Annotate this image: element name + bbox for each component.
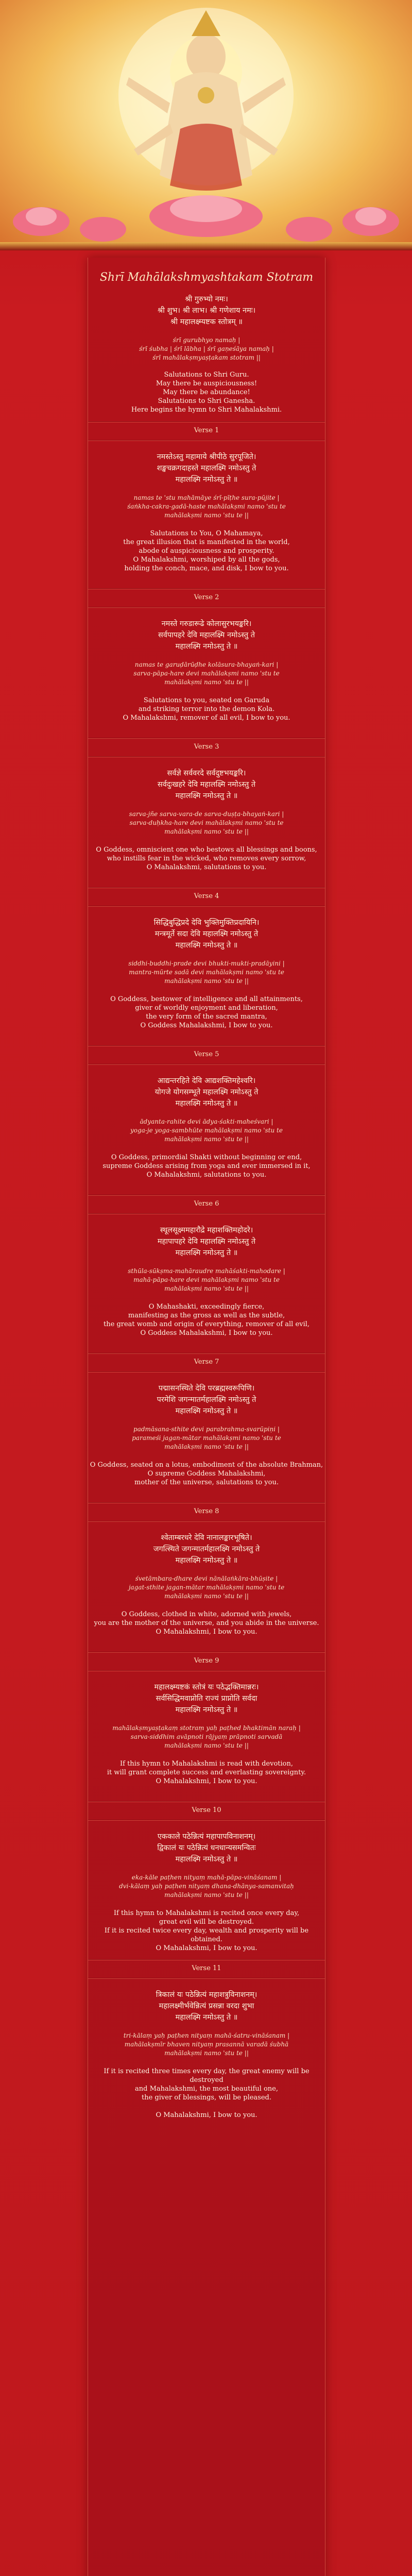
verse-devanagari-line: आद्यन्तरहिते देवि आद्यशक्तिमहेश्वरि। bbox=[157, 1077, 256, 1085]
verse-english-line: If this hymn to Mahalakshmi is read with devotion, bbox=[120, 1760, 293, 1768]
intro-english-line: Salutations to Shri Ganesha. bbox=[158, 397, 255, 405]
verse-transliteration-line: eka-kāle paṭhen nityaṃ mahā-pāpa-vināśanam | bbox=[131, 1874, 282, 1881]
verse-english-line: O Mahalakshmi, I bow to you. bbox=[156, 1628, 258, 1636]
verse-label: Verse 6 bbox=[194, 1200, 219, 1208]
verse-devanagari-line: सर्वदुःखहरे देवि महालक्ष्मि नमोऽस्तु ते bbox=[157, 781, 256, 789]
verse-devanagari-line: महालक्ष्मि नमोऽस्तु ते ॥ bbox=[175, 642, 238, 651]
verse-transliteration-line: mahālakṣmi namo 'stu te || bbox=[164, 1443, 249, 1450]
verse-english-line: and striking terror into the demon Kola. bbox=[138, 705, 275, 713]
verse-english bbox=[88, 2067, 325, 2120]
verse-devanagari bbox=[88, 451, 325, 485]
verse-label: Verse 3 bbox=[194, 743, 219, 751]
verse-english-line: O Mahalakshmi, I bow to you. bbox=[156, 1944, 258, 1952]
verse-transliteration bbox=[88, 2031, 325, 2058]
separator bbox=[88, 1959, 325, 1960]
intro-english bbox=[88, 370, 325, 414]
verse-transliteration-line: namas te garuḍārūḍhe kolāsura-bhayaṅ-kari | bbox=[134, 661, 279, 668]
intro-english-line: May there be auspiciousness! bbox=[156, 380, 258, 387]
intro-devanagari-line: श्री गुरुभ्यो नमः। bbox=[185, 295, 228, 303]
verse-devanagari bbox=[88, 618, 325, 652]
verse-devanagari bbox=[88, 1383, 325, 1417]
verse-transliteration-line: mantra-mūrte sadā devi mahālakṣmi namo 'stu te bbox=[129, 969, 284, 976]
verse-english-line: O Mahashakti, exceedingly fierce, bbox=[148, 1303, 265, 1311]
verse-devanagari bbox=[88, 1225, 325, 1259]
verse-transliteration bbox=[88, 1425, 325, 1451]
verse-transliteration-line: jagat-sthite jagan-mātar mahālakṣmi namo 'stu te bbox=[128, 1584, 285, 1591]
verse-devanagari-line: महालक्ष्मि नमोऽस्तु ते ॥ bbox=[175, 1706, 238, 1714]
verse-english-line: O Goddess, clothed in white, adorned with jewels, bbox=[121, 1611, 292, 1618]
verse-transliteration bbox=[88, 1117, 325, 1144]
separator bbox=[88, 440, 325, 441]
verse-label: Verse 7 bbox=[194, 1358, 219, 1366]
verse-english-line: O Goddess Mahalakshmi, I bow to you. bbox=[140, 1329, 273, 1337]
verse-devanagari-line: मन्त्रमूर्ते सदा देवि महालक्ष्मि नमोऽस्तु ते bbox=[154, 930, 259, 938]
verse-devanagari-line: नमस्ते गरुडारूढे कोलासुरभयङ्करि। bbox=[161, 620, 252, 628]
verse-english-line: and Mahalakshmi, the most beautiful one, bbox=[135, 2085, 278, 2093]
verse-transliteration-line: yoga-je yoga-sambhūte mahālakṣmi namo 'stu te bbox=[130, 1127, 283, 1134]
verse-devanagari-line: शङ्खचक्रगदाहस्ते महालक्ष्मि नमोऽस्तु ते bbox=[157, 464, 256, 472]
separator bbox=[88, 607, 325, 608]
intro-devanagari-line: श्री शुभ। श्री लाभ। श्री गणेशाय नमः। bbox=[157, 307, 256, 315]
verse-english-line: who instills fear in the wicked, who removes every sorrow, bbox=[107, 855, 306, 862]
verse-english-line: O Mahalakshmi, salutations to you. bbox=[146, 1171, 267, 1179]
verse-transliteration-line: sarva-pāpa-hare devi mahālakṣmi namo 'stu te bbox=[133, 670, 280, 677]
verse-transliteration-line: sarva-siddhim avāpnoti rājyaṃ prāpnoti sarvadā bbox=[130, 1733, 283, 1740]
verse-label: Verse 11 bbox=[192, 1964, 221, 1972]
verse-transliteration bbox=[88, 1267, 325, 1293]
verse-english bbox=[88, 995, 325, 1030]
separator bbox=[88, 1820, 325, 1821]
intro-english-line: Here begins the hymn to Shri Mahalakshmi. bbox=[131, 406, 282, 414]
verse-devanagari-line: महालक्ष्मि नमोऽस्तु ते ॥ bbox=[175, 2013, 238, 2022]
verse-devanagari-line: महालक्ष्मि नमोऽस्तु ते ॥ bbox=[175, 941, 238, 950]
verse-transliteration bbox=[88, 1574, 325, 1601]
verse-transliteration-line: mahālakṣmi namo 'stu te || bbox=[164, 1592, 249, 1600]
verse-devanagari-line: महालक्ष्मि नमोऽस्तु ते ॥ bbox=[175, 792, 238, 800]
verse-english-line: you are the mother of the universe, and you abide in the universe. bbox=[94, 1619, 319, 1627]
verse-english bbox=[88, 1461, 325, 1487]
intro-transliteration bbox=[88, 336, 325, 362]
verse-transliteration-line: padmāsana-sthite devi parabrahma-svarūpiṇi | bbox=[133, 1426, 280, 1433]
verse-english-line: it will grant complete success and everlasting sovereignty. bbox=[107, 1769, 306, 1776]
verse-english bbox=[88, 529, 325, 573]
verse-transliteration-line: sarva-duḥkha-hare devi mahālakṣmi namo 'stu te bbox=[129, 819, 284, 826]
verse-english-line: giver of worldly enjoyment and liberation, bbox=[135, 1004, 278, 1012]
verse-devanagari-line: जगत्स्थिते जगन्मातर्महालक्ष्मि नमोऽस्तु ते bbox=[153, 1545, 260, 1553]
verse-devanagari-line: महालक्ष्मि नमोऽस्तु ते ॥ bbox=[175, 1556, 238, 1565]
separator bbox=[88, 1670, 325, 1671]
intro-english-line: Salutations to Shri Guru. bbox=[164, 371, 249, 379]
verse-english-line: If it is recited twice every day, wealth and prosperity will be obtained. bbox=[104, 1927, 309, 1943]
verse-english-line: the very form of the sacred mantra, bbox=[146, 1013, 267, 1021]
verse-transliteration-line: tri-kālaṃ yaḥ paṭhen nityaṃ mahā-śatru-vināśanam | bbox=[123, 2032, 290, 2039]
verse-transliteration-line: namas te 'stu mahāmāye śrī-pīṭhe sura-pūjite | bbox=[133, 494, 280, 501]
intro-transliteration-line: śrī mahālakṣmyaṣṭakam stotram || bbox=[152, 354, 261, 361]
verse-transliteration-line: mahālakṣmi namo 'stu te || bbox=[164, 1285, 249, 1292]
verse-devanagari-line: महापापहरे देवि महालक्ष्मि नमोऽस्तु ते bbox=[157, 1238, 256, 1246]
verse-english-line: Salutations to You, O Mahamaya, bbox=[150, 530, 263, 537]
verse-english-line: the great womb and origin of everything, remover of all evil, bbox=[104, 1320, 310, 1328]
verse-english-line: If it is recited three times every day, the great enemy will be destroyed bbox=[104, 2067, 310, 2084]
verse-english bbox=[88, 1759, 325, 1786]
verse-label: Verse 1 bbox=[194, 427, 219, 434]
verse-transliteration-line: dvi-kālaṃ yaḥ paṭhen nityaṃ dhana-dhānya-samanvitaḥ bbox=[119, 1883, 294, 1890]
verse-label: Verse 8 bbox=[194, 1507, 219, 1515]
lakshmi-header-image bbox=[0, 0, 412, 242]
verse-english-line: O Goddess, primordial Shakti without beginning or end, bbox=[111, 1154, 302, 1161]
separator bbox=[88, 906, 325, 907]
header-border bbox=[0, 242, 412, 250]
verse-transliteration-line: mahālakṣmi namo 'stu te || bbox=[164, 2049, 249, 2057]
verse-label: Verse 4 bbox=[194, 892, 219, 900]
verse-devanagari-line: एककाले पठेन्नित्यं महापापविनाशनम्। bbox=[157, 1833, 256, 1841]
verse-transliteration-line: mahālakṣmi namo 'stu te || bbox=[164, 679, 249, 686]
verse-devanagari-line: स्थूलसूक्ष्ममहारौद्रे महाशक्तिमहोदरे। bbox=[160, 1226, 253, 1234]
verse-devanagari bbox=[88, 768, 325, 802]
intro-transliteration-line: śrī gurubhyo namaḥ | bbox=[173, 336, 241, 344]
separator bbox=[88, 1195, 325, 1196]
separator bbox=[88, 1978, 325, 1979]
verse-devanagari bbox=[88, 1532, 325, 1566]
verse-english-line: O supreme Goddess Mahalakshmi, bbox=[147, 1470, 266, 1478]
verse-devanagari-line: योगजे योगसम्भूते महालक्ष्मि नमोऽस्तु ते bbox=[154, 1088, 259, 1096]
verse-english-line: the giver of blessings, will be pleased. bbox=[142, 2094, 271, 2102]
separator bbox=[88, 421, 325, 422]
intro-english-line: May there be abundance! bbox=[163, 388, 250, 396]
verse-transliteration-line: sarva-jñe sarva-vara-de sarva-duṣṭa-bhayaṅ-kari | bbox=[129, 810, 284, 818]
verse-transliteration-line: śaṅkha-cakra-gadā-haste mahālakṣmi namo 'stu te bbox=[127, 503, 286, 510]
verse-transliteration-line: mahālakṣmi namo 'stu te || bbox=[164, 1136, 249, 1143]
verse-english bbox=[88, 1909, 325, 1953]
verse-english-line: great evil will be destroyed. bbox=[159, 1918, 254, 1926]
separator bbox=[88, 1521, 325, 1522]
verse-label: Verse 2 bbox=[194, 594, 219, 601]
verse-english-line: O Goddess, bestower of intelligence and all attainments, bbox=[110, 995, 303, 1003]
verse-english-line: manifesting as the gross as well as the subtle, bbox=[128, 1312, 285, 1319]
verse-devanagari-line: पद्मासनस्थिते देवि परब्रह्मस्वरूपिणि। bbox=[158, 1384, 255, 1393]
stotram-panel bbox=[88, 258, 325, 2576]
verse-transliteration-line: mahālakṣmi namo 'stu te || bbox=[164, 828, 249, 835]
verse-english-line: holding the conch, mace, and disk, I bow to you. bbox=[124, 565, 289, 572]
verse-devanagari-line: नमस्तेऽस्तु महामाये श्रीपीठे सुरपूजिते। bbox=[157, 453, 256, 461]
verse-devanagari bbox=[88, 1989, 325, 2023]
verse-transliteration-line: mahā-pāpa-hare devi mahālakṣmi namo 'stu te bbox=[133, 1276, 280, 1283]
verse-devanagari-line: महालक्ष्मीर्भवेन्नित्यं प्रसन्ना वरदा शुभा bbox=[159, 2002, 254, 2010]
verse-devanagari-line: महालक्ष्मि नमोऽस्तु ते ॥ bbox=[175, 1099, 238, 1108]
verse-label: Verse 5 bbox=[194, 1050, 219, 1058]
verse-transliteration-line: mahālakṣmi namo 'stu te || bbox=[164, 1742, 249, 1749]
verse-devanagari-line: सर्वसिद्धिमवाप्नोति राज्यं प्राप्नोति सर्वदा bbox=[156, 1694, 258, 1703]
separator bbox=[88, 1064, 325, 1065]
verse-english-line: O Mahalakshmi, salutations to you. bbox=[146, 863, 267, 871]
verse-english-line bbox=[88, 2102, 325, 2111]
verse-devanagari bbox=[88, 1075, 325, 1109]
verse-transliteration bbox=[88, 1873, 325, 1900]
separator bbox=[88, 738, 325, 739]
verse-english-line: O Goddess, seated on a lotus, embodiment of the absolute Brahman, bbox=[90, 1461, 323, 1469]
verse-devanagari-line: महालक्ष्मि नमोऽस्तु ते ॥ bbox=[175, 476, 238, 484]
verse-transliteration-line: parameśi jagan-mātar mahālakṣmi namo 'stu te bbox=[132, 1434, 281, 1442]
verse-devanagari-line: सिद्धिबुद्धिप्रदे देवि भुक्तिमुक्तिप्रदायिनि। bbox=[153, 919, 260, 927]
verse-english-line: O Mahalakshmi, worshiped by all the gods, bbox=[133, 556, 280, 564]
verse-transliteration-line: mahālakṣmi namo 'stu te || bbox=[164, 977, 249, 985]
verse-devanagari-line: श्वेताम्बरधरे देवि नानालङ्कारभूषिते। bbox=[161, 1534, 252, 1542]
verse-english-line: O Mahalakshmi, remover of all evil, I bow to you. bbox=[123, 714, 290, 722]
verse-english-line: Salutations to you, seated on Garuda bbox=[143, 697, 270, 704]
verse-devanagari bbox=[88, 1831, 325, 1865]
verse-english-line: mother of the universe, salutations to you. bbox=[134, 1479, 279, 1486]
intro-devanagari bbox=[88, 294, 325, 328]
verse-devanagari-line: त्रिकालं यः पठेन्नित्यं महाशत्रुविनाशनम्। bbox=[156, 1991, 258, 1999]
separator bbox=[88, 756, 325, 757]
verse-devanagari-line: परमेशि जगन्मातर्महालक्ष्मि नमोऽस्तु ते bbox=[157, 1396, 256, 1404]
verse-english-line: O Mahalakshmi, I bow to you. bbox=[156, 2111, 258, 2119]
verse-transliteration-line: siddhi-buddhi-prade devi bhukti-mukti-pradāyini | bbox=[128, 960, 285, 967]
verse-english-line: abode of auspiciousness and prosperity. bbox=[139, 547, 274, 555]
verse-devanagari bbox=[88, 1682, 325, 1716]
intro-transliteration-line: śrī śubha | śrī lābha | śrī gaṇeśāya namaḥ | bbox=[139, 345, 274, 352]
verse-transliteration bbox=[88, 494, 325, 520]
verse-transliteration-line: sthūla-sūkṣma-mahāraudre mahāśakti-mahodare | bbox=[128, 1267, 285, 1275]
verse-transliteration bbox=[88, 660, 325, 687]
verse-english-line: supreme Goddess arising from yoga and ever immersed in it, bbox=[102, 1162, 311, 1170]
verse-transliteration-line: mahālakṣmīr bhaven nityaṃ prasannā varadā śubhā bbox=[124, 2041, 289, 2048]
separator bbox=[88, 1652, 325, 1653]
verse-transliteration-line: mahālakṣmi namo 'stu te || bbox=[164, 1891, 249, 1899]
separator bbox=[88, 588, 325, 589]
separator bbox=[88, 1045, 325, 1046]
verse-transliteration-line: mahālakṣmyaṣṭakaṃ stotraṃ yaḥ paṭhed bhaktimān naraḥ | bbox=[112, 1724, 301, 1732]
lakshmi-illustration bbox=[0, 0, 412, 242]
verse-english bbox=[88, 1153, 325, 1179]
page-title: Shrī Mahālakshmyashtakam Stotram bbox=[99, 271, 314, 284]
verse-transliteration bbox=[88, 1724, 325, 1750]
verse-devanagari-line: महालक्ष्मि नमोऽस्तु ते ॥ bbox=[175, 1855, 238, 1863]
verse-devanagari-line: द्विकालं यः पठेन्नित्यं धनधान्यसमन्वितः bbox=[157, 1844, 256, 1852]
verse-label: Verse 10 bbox=[192, 1806, 221, 1814]
separator bbox=[88, 1371, 325, 1372]
separator bbox=[88, 1801, 325, 1802]
separator bbox=[88, 1213, 325, 1214]
verse-label: Verse 9 bbox=[194, 1657, 219, 1665]
verse-transliteration-line: mahālakṣmi namo 'stu te || bbox=[164, 512, 249, 519]
verse-transliteration-line: śvetāmbara-dhare devi nānālaṅkāra-bhūṣite | bbox=[135, 1575, 278, 1582]
verse-transliteration-line: ādyanta-rahite devi ādya-śakti-maheśvari | bbox=[140, 1118, 273, 1125]
verse-transliteration bbox=[88, 810, 325, 836]
separator bbox=[88, 887, 325, 888]
verse-english bbox=[88, 1610, 325, 1636]
verse-devanagari-line: महालक्ष्मि नमोऽस्तु ते ॥ bbox=[175, 1249, 238, 1257]
verse-devanagari-line: महालक्ष्म्यष्टकं स्तोत्रं यः पठेद्भक्तिमान्नरः। bbox=[154, 1683, 259, 1691]
intro-devanagari-line: श्री महालक्ष्म्यष्टक स्तोत्रम् ॥ bbox=[170, 318, 243, 326]
separator bbox=[88, 1502, 325, 1503]
verse-english-line: O Goddess, omniscient one who bestows all blessings and boons, bbox=[96, 846, 317, 854]
verse-english bbox=[88, 1302, 325, 1337]
verse-devanagari-line: महालक्ष्मि नमोऽस्तु ते ॥ bbox=[175, 1407, 238, 1415]
verse-devanagari bbox=[88, 917, 325, 951]
verse-english-line: If this hymn to Mahalakshmi is recited once every day, bbox=[113, 1909, 300, 1917]
verse-english-line: the great illusion that is manifested in the world, bbox=[123, 538, 290, 546]
verse-devanagari-line: सर्वज्ञे सर्ववरदे सर्वदुष्टभयङ्करि। bbox=[167, 769, 246, 777]
verse-english-line: O Mahalakshmi, I bow to you. bbox=[156, 1777, 258, 1785]
verse-english bbox=[88, 845, 325, 872]
verse-english-line: O Goddess Mahalakshmi, I bow to you. bbox=[140, 1022, 273, 1029]
verse-english bbox=[88, 696, 325, 722]
verse-transliteration bbox=[88, 959, 325, 986]
verse-devanagari-line: सर्वपापहरे देवि महालक्ष्मि नमोऽस्तु ते bbox=[158, 631, 255, 639]
separator bbox=[88, 1353, 325, 1354]
